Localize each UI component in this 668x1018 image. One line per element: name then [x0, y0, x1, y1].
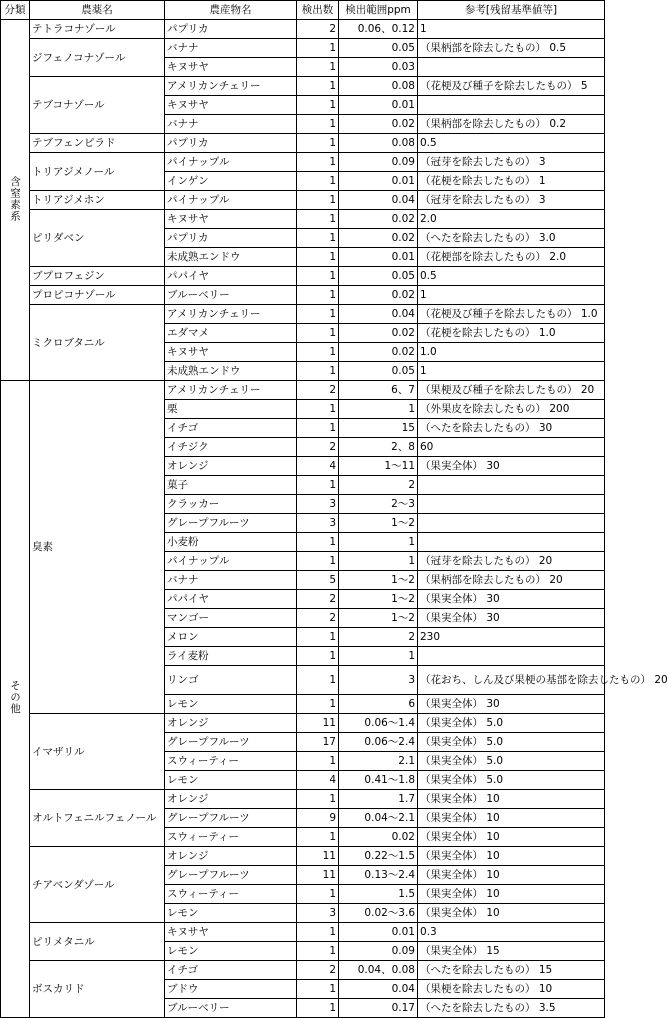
detection-range: 6、7 [339, 381, 418, 400]
detection-count: 5 [297, 571, 339, 590]
crop-name: パイナップル [165, 191, 297, 210]
detection-range: 1～2 [339, 514, 418, 533]
detection-count: 2 [297, 438, 339, 457]
detection-range: 2.1 [339, 752, 418, 771]
detection-count: 17 [297, 733, 339, 752]
header-range: 検出範囲ppm [339, 1, 418, 20]
detection-range: 0.02 [339, 828, 418, 847]
crop-name: レモン [165, 942, 297, 961]
table-row [1, 305, 605, 324]
reference-value: （果実全体） 5.0 [418, 714, 605, 733]
reference-value: 1.0 [418, 343, 605, 362]
detection-count: 4 [297, 457, 339, 476]
detection-count: 11 [297, 847, 339, 866]
detection-count: 2 [297, 609, 339, 628]
detection-range: 1.5 [339, 885, 418, 904]
detection-count: 2 [297, 381, 339, 400]
table-row [1, 961, 605, 980]
reference-value [418, 476, 605, 495]
detection-count: 1 [297, 172, 339, 191]
detection-range: 0.01 [339, 96, 418, 115]
crop-name: マンゴー [165, 609, 297, 628]
detection-count: 11 [297, 714, 339, 733]
detection-count: 1 [297, 790, 339, 809]
detection-range: 1 [339, 400, 418, 419]
detection-range: 15 [339, 419, 418, 438]
detection-count: 1 [297, 77, 339, 96]
crop-name: 栗 [165, 400, 297, 419]
detection-count: 1 [297, 39, 339, 58]
detection-count: 1 [297, 96, 339, 115]
crop-name: メロン [165, 628, 297, 647]
detection-range: 1～2 [339, 609, 418, 628]
reference-value: （冠芽を除去したもの） 3 [418, 153, 605, 172]
reference-value: 230 [418, 628, 605, 647]
pesticide-name: ブプロフェジン [30, 267, 165, 286]
detection-range: 0.05 [339, 267, 418, 286]
crop-name: パプリカ [165, 20, 297, 39]
detection-range: 0.13～2.4 [339, 866, 418, 885]
reference-value: 60 [418, 438, 605, 457]
crop-name: スウィーティー [165, 752, 297, 771]
reference-value: 2.0 [418, 210, 605, 229]
detection-count: 1 [297, 885, 339, 904]
crop-name: パイナップル [165, 552, 297, 571]
detection-count: 3 [297, 495, 339, 514]
reference-value: （果実全体） 10 [418, 885, 605, 904]
crop-name: バナナ [165, 571, 297, 590]
detection-range: 0.02 [339, 324, 418, 343]
detection-count: 1 [297, 286, 339, 305]
detection-range: 1～2 [339, 571, 418, 590]
crop-name: ライ麦粉 [165, 647, 297, 666]
detection-count: 1 [297, 533, 339, 552]
reference-value: （果実全体） 10 [418, 790, 605, 809]
header-pesticide: 農薬名 [30, 1, 165, 20]
pesticide-name: ピリダベン [30, 210, 165, 267]
crop-name: レモン [165, 695, 297, 714]
detection-range: 0.02 [339, 286, 418, 305]
detection-range: 1 [339, 552, 418, 571]
reference-value: （果実全体） 30 [418, 457, 605, 476]
reference-value: （果実全体） 10 [418, 847, 605, 866]
reference-value: （へたを除去したもの） 15 [418, 961, 605, 980]
crop-name: スウィーティー [165, 885, 297, 904]
detection-range: 0.09 [339, 942, 418, 961]
header-count: 検出数 [297, 1, 339, 20]
pesticide-name: ピリメタニル [30, 923, 165, 961]
detection-range: 0.03 [339, 58, 418, 77]
table-row [1, 39, 605, 58]
crop-name: パプリカ [165, 229, 297, 248]
crop-name: アメリカンチェリー [165, 305, 297, 324]
detection-count: 1 [297, 134, 339, 153]
table-row [1, 210, 605, 229]
crop-name: グレープフルーツ [165, 866, 297, 885]
detection-count: 1 [297, 210, 339, 229]
detection-range: 0.01 [339, 172, 418, 191]
detection-range: 0.08 [339, 134, 418, 153]
detection-range: 0.06～2.4 [339, 733, 418, 752]
reference-value: （果柄部を除去したもの） 20 [418, 571, 605, 590]
detection-range: 0.04 [339, 191, 418, 210]
header-reference: 参考[残留基準値等] [418, 1, 605, 20]
reference-value: 0.3 [418, 923, 605, 942]
reference-value: （冠芽を除去したもの） 3 [418, 191, 605, 210]
detection-count: 1 [297, 115, 339, 134]
reference-value [418, 96, 605, 115]
table-row [1, 191, 605, 210]
crop-name: ブドウ [165, 980, 297, 999]
reference-value: （果実全体） 10 [418, 809, 605, 828]
detection-range: 0.02 [339, 115, 418, 134]
reference-value: （果梗を除去したもの） 10 [418, 980, 605, 999]
detection-count: 2 [297, 590, 339, 609]
reference-value: （花梗を除去したもの） 1.0 [418, 324, 605, 343]
reference-value: （へたを除去したもの） 30 [418, 419, 605, 438]
header-category: 分類 [1, 1, 30, 20]
pesticide-name: トリアジメノール [30, 153, 165, 191]
detection-count: 1 [297, 362, 339, 381]
pesticide-name: 臭素 [30, 381, 165, 714]
table-body [1, 20, 668, 1018]
crop-name: グレープフルーツ [165, 733, 297, 752]
pesticide-name: テトラコナゾール [30, 20, 165, 39]
reference-value: （花梗を除去したもの） 1 [418, 172, 605, 191]
detection-range: 0.41～1.8 [339, 771, 418, 790]
reference-value: （果梗及び種子を除去したもの） 20 [418, 381, 605, 400]
reference-value: （果実全体） 10 [418, 904, 605, 923]
crop-name: オレンジ [165, 847, 297, 866]
detection-range: 0.06、0.12 [339, 20, 418, 39]
table-row [1, 923, 605, 942]
detection-count: 4 [297, 771, 339, 790]
detection-count: 1 [297, 666, 339, 695]
detection-count: 1 [297, 980, 339, 999]
reference-value: （花梗及び種子を除去したもの） 1.0 [418, 305, 605, 324]
crop-name: ブルーベリー [165, 286, 297, 305]
category-cell [1, 381, 30, 1018]
detection-count: 1 [297, 267, 339, 286]
category-label: 含窒素系 [9, 175, 21, 222]
detection-count: 1 [297, 999, 339, 1018]
reference-value: （へたを除去したもの） 3.0 [418, 229, 605, 248]
reference-value: （果実全体） 5.0 [418, 733, 605, 752]
crop-name: パパイヤ [165, 590, 297, 609]
crop-name: イチジク [165, 438, 297, 457]
detection-range: 0.02 [339, 229, 418, 248]
table-header [1, 1, 605, 20]
pesticide-name: ミクロブタニル [30, 305, 165, 381]
crop-name: イチゴ [165, 419, 297, 438]
detection-range: 1～11 [339, 457, 418, 476]
crop-name: キヌサヤ [165, 96, 297, 115]
detection-count: 1 [297, 324, 339, 343]
detection-range: 3 [339, 666, 418, 695]
table-row [1, 286, 605, 305]
reference-value [418, 58, 605, 77]
crop-name: アメリカンチェリー [165, 381, 297, 400]
crop-name: イチゴ [165, 961, 297, 980]
detection-range: 1 [339, 533, 418, 552]
detection-count: 3 [297, 514, 339, 533]
table-row [1, 20, 605, 39]
reference-value: （花梗部を除去したもの） 2.0 [418, 248, 605, 267]
crop-name: 未成熟エンドウ [165, 248, 297, 267]
table-row [1, 77, 605, 96]
pesticide-name: ジフェノコナゾール [30, 39, 165, 77]
table-row [1, 847, 605, 866]
table-row [1, 153, 605, 172]
category-cell [1, 20, 30, 381]
pesticide-name: チアベンダゾール [30, 847, 165, 923]
crop-name: オレンジ [165, 457, 297, 476]
pesticide-name: ボスカリド [30, 961, 165, 1018]
reference-value: （果実全体） 30 [418, 609, 605, 628]
crop-name: グレープフルーツ [165, 809, 297, 828]
header-crop: 農産物名 [165, 1, 297, 20]
detection-range: 0.01 [339, 923, 418, 942]
detection-count: 1 [297, 923, 339, 942]
detection-range: 0.04～2.1 [339, 809, 418, 828]
detection-range: 0.05 [339, 362, 418, 381]
crop-name: リンゴ [165, 666, 297, 695]
reference-value: 0.5 [418, 267, 605, 286]
detection-count: 1 [297, 628, 339, 647]
reference-value: （花梗及び種子を除去したもの） 5 [418, 77, 605, 96]
reference-value: （へたを除去したもの） 3.5 [418, 999, 605, 1018]
crop-name: レモン [165, 771, 297, 790]
detection-range: 0.04 [339, 305, 418, 324]
reference-value: （果柄部を除去したもの） 0.5 [418, 39, 605, 58]
crop-name: パパイヤ [165, 267, 297, 286]
category-label: その他 [9, 680, 21, 715]
reference-value: （果柄部を除去したもの） 0.2 [418, 115, 605, 134]
detection-count: 3 [297, 904, 339, 923]
reference-value: （果実全体） 15 [418, 942, 605, 961]
detection-count: 1 [297, 305, 339, 324]
detection-range: 0.06～1.4 [339, 714, 418, 733]
detection-range: 0.02 [339, 343, 418, 362]
detection-range: 2、8 [339, 438, 418, 457]
detection-range: 0.08 [339, 77, 418, 96]
detection-count: 1 [297, 695, 339, 714]
detection-range: 0.04、0.08 [339, 961, 418, 980]
reference-value: （花おち、しん及び果梗の基部を除去したもの） 20 [418, 666, 605, 695]
pesticide-name: オルトフェニルフェノール [30, 790, 165, 847]
detection-count: 1 [297, 476, 339, 495]
detection-count: 1 [297, 229, 339, 248]
crop-name: キヌサヤ [165, 343, 297, 362]
detection-range: 0.09 [339, 153, 418, 172]
detection-range: 1～2 [339, 590, 418, 609]
reference-value: 0.5 [418, 134, 605, 153]
crop-name: バナナ [165, 115, 297, 134]
crop-name: クラッカー [165, 495, 297, 514]
crop-name: パイナップル [165, 153, 297, 172]
reference-value [418, 514, 605, 533]
detection-count: 1 [297, 343, 339, 362]
detection-range: 0.05 [339, 39, 418, 58]
reference-value: 1 [418, 286, 605, 305]
detection-count: 2 [297, 20, 339, 39]
reference-value: （果実全体） 10 [418, 866, 605, 885]
reference-value [418, 647, 605, 666]
table-row [1, 714, 605, 733]
crop-name: レモン [165, 904, 297, 923]
detection-range: 0.22～1.5 [339, 847, 418, 866]
table-row [1, 134, 605, 153]
detection-range: 1 [339, 647, 418, 666]
detection-count: 1 [297, 552, 339, 571]
crop-name: パプリカ [165, 134, 297, 153]
reference-value: （冠芽を除去したもの） 20 [418, 552, 605, 571]
table-row [1, 790, 605, 809]
detection-range: 1.7 [339, 790, 418, 809]
crop-name: エダマメ [165, 324, 297, 343]
crop-name: キヌサヤ [165, 210, 297, 229]
crop-name: インゲン [165, 172, 297, 191]
crop-name: グレープフルーツ [165, 514, 297, 533]
detection-count: 1 [297, 942, 339, 961]
table-row [1, 267, 605, 286]
detection-range: 2 [339, 628, 418, 647]
pesticide-name: テブコナゾール [30, 77, 165, 134]
crop-name: 未成熟エンドウ [165, 362, 297, 381]
detection-range: 0.04 [339, 980, 418, 999]
crop-name: ブルーベリー [165, 999, 297, 1018]
crop-name: バナナ [165, 39, 297, 58]
pesticide-name: イマザリル [30, 714, 165, 790]
header-row [1, 1, 605, 20]
reference-value: （果実全体） 30 [418, 590, 605, 609]
detection-range: 0.17 [339, 999, 418, 1018]
reference-value: （果実全体） 5.0 [418, 752, 605, 771]
pesticide-name: トリアジメホン [30, 191, 165, 210]
detection-count: 2 [297, 961, 339, 980]
detection-range: 0.01 [339, 248, 418, 267]
reference-value: 1 [418, 20, 605, 39]
detection-count: 9 [297, 809, 339, 828]
detection-count: 1 [297, 419, 339, 438]
detection-range: 0.02 [339, 210, 418, 229]
reference-value: （果実全体） 30 [418, 695, 605, 714]
detection-count: 1 [297, 248, 339, 267]
crop-name: アメリカンチェリー [165, 77, 297, 96]
detection-count: 11 [297, 866, 339, 885]
detection-range: 2～3 [339, 495, 418, 514]
crop-name: キヌサヤ [165, 923, 297, 942]
reference-value: （果実全体） 5.0 [418, 771, 605, 790]
detection-count: 1 [297, 153, 339, 172]
reference-value [418, 533, 605, 552]
detection-count: 1 [297, 647, 339, 666]
detection-count: 1 [297, 828, 339, 847]
crop-name: オレンジ [165, 714, 297, 733]
crop-name: キヌサヤ [165, 58, 297, 77]
detection-range: 2 [339, 476, 418, 495]
crop-name: 菓子 [165, 476, 297, 495]
reference-value [418, 495, 605, 514]
crop-name: スウィーティー [165, 828, 297, 847]
reference-value: （果実全体） 10 [418, 828, 605, 847]
detection-count: 1 [297, 752, 339, 771]
reference-value: 1 [418, 362, 605, 381]
pesticide-name: テブフェンピラド [30, 134, 165, 153]
crop-name: オレンジ [165, 790, 297, 809]
detection-range: 0.02～3.6 [339, 904, 418, 923]
crop-name: 小麦粉 [165, 533, 297, 552]
detection-range: 6 [339, 695, 418, 714]
pesticide-name: プロピコナゾール [30, 286, 165, 305]
detection-count: 1 [297, 191, 339, 210]
reference-value: （外果皮を除去したもの） 200 [418, 400, 605, 419]
detection-count: 1 [297, 58, 339, 77]
table-row [1, 381, 605, 400]
detection-count: 1 [297, 400, 339, 419]
